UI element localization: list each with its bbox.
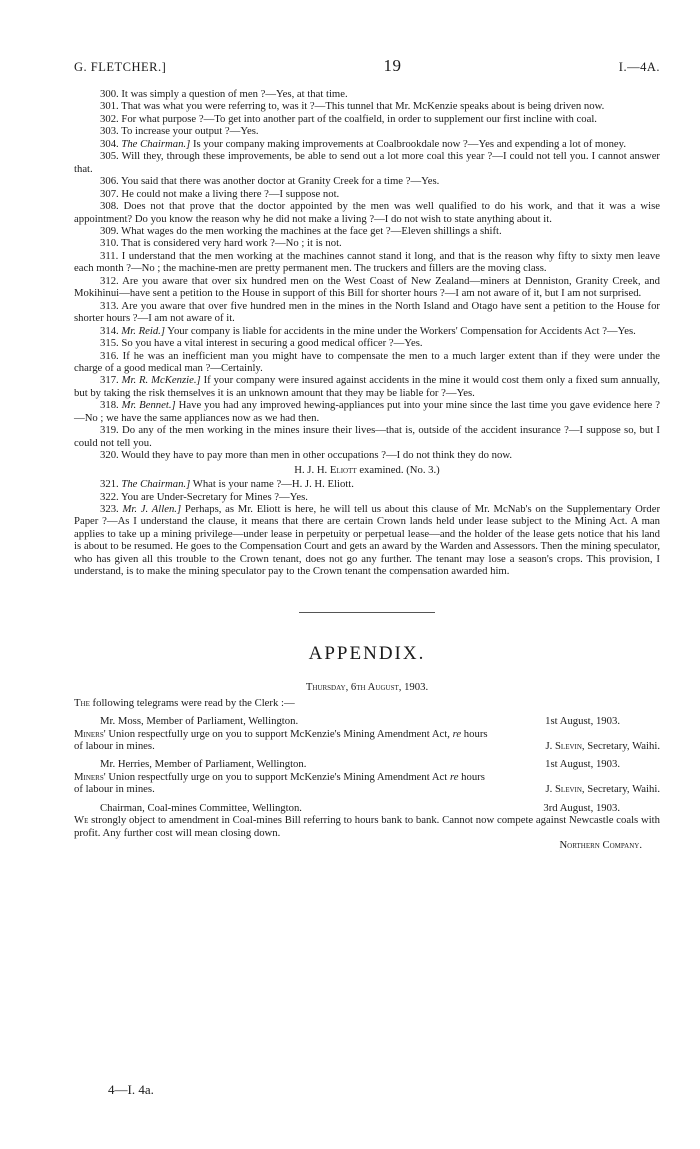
telegram-lead: We <box>74 814 89 827</box>
question-305: 305. Will they, through these improvements, be able to send out a lot more coal this year ?—I could not tell you. I cannot answer that. <box>74 150 660 175</box>
telegram-2 <box>74 758 660 795</box>
question-312: 312. Are you aware that over six hundred men on the West Coast of New Zealand—miners at Denniston, Granity Creek, and Mokihinui—have sent a petition to the House in support of this Bill for shorter hours ?—I am not aware of it, but I am not surprised. <box>74 274 660 300</box>
speaker: The Chairman.] <box>121 478 191 491</box>
question-300: 300. It was simply a question of men ?—Yes, at that time. <box>100 88 348 100</box>
question-314 <box>74 325 660 337</box>
appendix-date: Thursday, 6th August, 1903. <box>305 680 429 693</box>
telegram-signature <box>545 740 660 752</box>
question-text: Your company is liable for accidents in the mine under the Workers' Compensation for Accidents Act ?—Yes. <box>165 324 636 337</box>
question-319: 319. Do any of the men working in the mines insure their lives—that is, outside of the accident insurance ?—I suppose so, but I could not tell you. <box>74 424 660 449</box>
appendix-body <box>74 697 660 852</box>
question-315: 315. So you have a vital interest in securing a good medical officer ?—Yes. <box>100 337 423 350</box>
question-301: 301. That was what you were referring to, was it ?—This tunnel that Mr. McKenzie speaks about is being driven now. <box>100 100 605 113</box>
telegram-signature <box>545 783 660 795</box>
appendix-title: APPENDIX. <box>308 642 426 664</box>
witness-examined: examined. (No. 3.) <box>356 463 440 476</box>
page-number: 19 <box>383 56 402 75</box>
page <box>74 56 660 852</box>
speaker: Mr. Bennet.] <box>121 399 176 412</box>
telegram-date: 3rd August, 1903. <box>543 801 620 814</box>
paper-reference: I.—4A. <box>618 60 660 74</box>
telegram-body <box>74 728 660 740</box>
question-306: 306. You said that there was another doctor at Granity Creek for a time ?—Yes. <box>100 175 440 188</box>
question-310: 310. That is considered very hard work ?—No ; it is not. <box>100 237 342 250</box>
question-text: If your company were insured against accidents in the mine it would cost them only a fixed sum annually, but by taking the risk themselves it is an unknown amount that they may be liable for ?—Yes. <box>74 374 660 399</box>
speaker: The Chairman.] <box>121 137 191 150</box>
intro-text: following telegrams were read by the Clerk :— <box>89 696 295 709</box>
witness-name: Eliott <box>329 463 357 476</box>
question-318 <box>74 399 660 424</box>
telegram-3 <box>74 802 660 852</box>
question-303: 303. To increase your output ?—Yes. <box>100 125 259 138</box>
question-307: 307. He could not make a living there ?—I suppose not. <box>100 187 340 200</box>
question-number: 321. <box>100 478 119 491</box>
signatory-title: , Secretary, Waihi. <box>581 783 660 796</box>
question-313: 313. Are you aware that over five hundred men in the mines in the North Island and Otago have sent a petition to the House for shorter hours ?—I am not aware of it. <box>74 299 660 325</box>
question-number: 314. <box>100 324 119 337</box>
question-302: 302. For what purpose ?—To get into another part of the coalfield, in order to supplement our first incline with coal. <box>100 112 597 125</box>
telegram-lead: Miners' <box>74 727 106 740</box>
telegram-text-line2: of labour in mines. <box>74 783 155 796</box>
speaker: Mr. Reid.] <box>121 324 166 337</box>
question-number: 318. <box>100 399 119 412</box>
telegram-recipient: Mr. Herries, Member of Parliament, Wellington. <box>100 758 307 771</box>
telegram-date: 1st August, 1903. <box>545 715 620 728</box>
question-number: 317. <box>100 374 119 387</box>
signatory-name: J. Slevin <box>545 740 582 753</box>
witness-initials: H. J. H. <box>294 463 330 476</box>
telegram-text: strongly object to amendment in Coal-mines Bill referring to hours bank to bank. Cannot now compete against Newcastle coals with profit. Any further cost will mean closing down. <box>74 814 660 839</box>
question-text: Have you had any improved hewing-appliances put into your mine since the last time you gave evidence here ?—No ; we have the same appliances now as we had then. <box>74 399 660 424</box>
evidence-body <box>74 88 660 578</box>
telegram-address-row <box>74 758 660 770</box>
question-number: 304. <box>100 137 119 150</box>
telegram-text: Union respectfully urge on you to support McKenzie's Mining Amendment Act, <box>105 727 453 740</box>
page-footer-signature: 4—I. 4a. <box>108 1082 154 1097</box>
question-321 <box>74 478 660 490</box>
intro-lead: The <box>74 696 90 709</box>
telegram-text: Union respectfully urge on you to support McKenzie's Mining Amendment Act <box>105 770 450 783</box>
question-number: 323. <box>100 502 119 515</box>
header-witness: G. FLETCHER.] <box>74 60 167 74</box>
telegram-re: re <box>452 727 462 740</box>
witness-heading <box>74 464 660 476</box>
telegram-text-end: hours <box>458 770 485 783</box>
question-text: What is your name ?—H. J. H. Eliott. <box>190 478 354 491</box>
telegram-address-row <box>74 802 660 814</box>
telegram-lead: Miners' <box>74 770 106 783</box>
signatory-name: J. Slevin <box>545 783 582 796</box>
telegram-re: re <box>449 770 459 783</box>
telegram-recipient: Mr. Moss, Member of Parliament, Wellington. <box>100 715 299 728</box>
telegram-text-line2: of labour in mines. <box>74 740 155 753</box>
question-309: 309. What wages do the men working the machines at the face get ?—Eleven shillings a shift. <box>100 224 502 237</box>
speaker: Mr. J. Allen.] <box>122 502 182 515</box>
question-316: 316. If he was an inefficient man you might have to compensate the men to a much larger extent than if they were under the charge of a good medical man ?—Certainly. <box>74 349 660 374</box>
section-divider <box>299 612 435 613</box>
signatory-title: , Secretary, Waihi. <box>581 740 660 753</box>
question-304 <box>74 138 660 150</box>
question-317 <box>74 374 660 399</box>
telegram-signature: Northern Company. <box>559 839 642 852</box>
question-322: 322. You are Under-Secretary for Mines ?—Yes. <box>100 490 308 503</box>
question-311: 311. I understand that the men working at the machines cannot stand it long, and that is the reason why fifty to sixty men leave each month ?—No ; the machine-men are pretty permanent men. The truckers and fillers are the moving class. <box>74 249 660 275</box>
question-320: 320. Would they have to pay more than men in other occupations ?—I do not think they do now. <box>100 449 513 462</box>
question-308: 308. Does not that prove that the doctor appointed by the men was well qualified to do his work, and that it was a wise appointment? Do you know the reason why he did not make a living ?—I do not wish to state anything about it. <box>74 200 660 225</box>
telegram-1 <box>74 715 660 752</box>
telegram-recipient: Chairman, Coal-mines Committee, Wellington. <box>100 801 302 814</box>
telegram-address-row <box>74 715 660 727</box>
question-text: Perhaps, as Mr. Eliott is here, he will tell us about this clause of Mr. McNab's on the Supplementary Order Paper ?—As I understand the clause, it means that there are certain Crown lands held under lease subject to the Mining Act. A man applies to take up a mining privilege—under lease in perpetuity or perpetual lease—and the holder of the lease gets notice that his land is about to be resumed. He goes to the Compensation Court and gets an award by the Warden and Assessors. Then the mining speculator, who has given all this trouble to the Crown tenant, does not go any further. The tenant may lose a season's crops. This provision, I understand, is to make the mining speculator pay to the Crown tenant the compensation awarded him. <box>74 502 661 578</box>
question-text: Is your company making improvements at Coalbrookdale now ?—Yes and expending a lot of money. <box>190 137 626 150</box>
telegram-close-row <box>74 783 660 795</box>
appendix-intro <box>74 697 660 709</box>
telegram-text-end: hours <box>461 727 488 740</box>
page-header <box>74 56 660 76</box>
speaker: Mr. R. McKenzie.] <box>121 374 201 387</box>
telegram-body <box>74 771 660 783</box>
telegram-date: 1st August, 1903. <box>545 758 620 771</box>
question-323 <box>74 503 660 578</box>
telegram-close-row <box>74 740 660 752</box>
telegram-body <box>74 814 660 839</box>
